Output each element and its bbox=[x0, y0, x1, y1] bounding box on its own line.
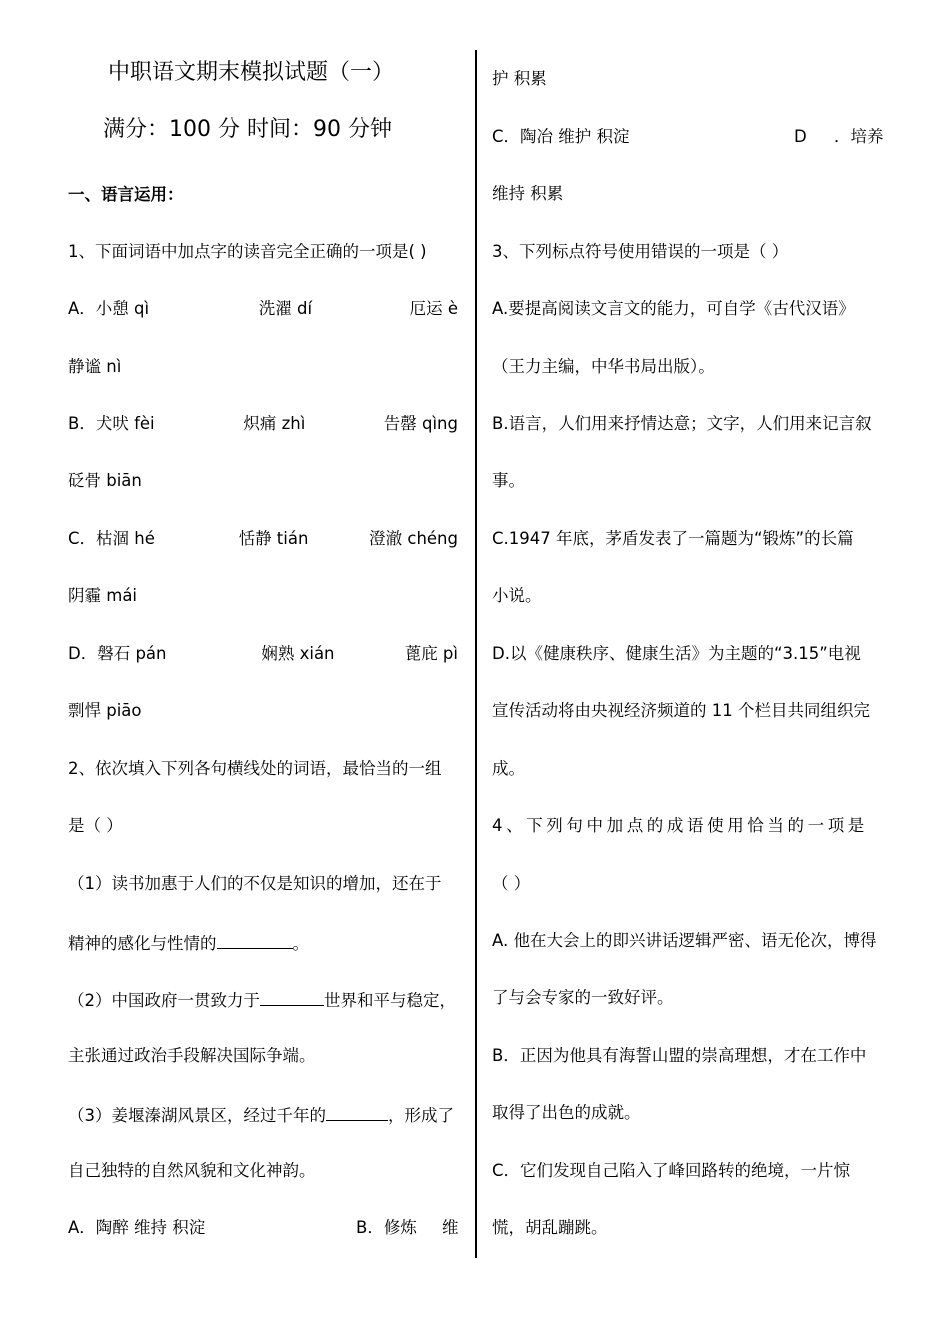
q1-c-1: C．枯涸 hé bbox=[68, 529, 155, 548]
q3-option-b-1: B.语言，人们用来抒情达意；文字，人们用来记言叙 bbox=[492, 414, 872, 433]
q2-blank-2 bbox=[260, 987, 324, 1006]
q3-option-a-2: （王力主编，中华书局出版）。 bbox=[492, 357, 715, 376]
q4-option-c-1: C．它们发现自己陷入了峰回路转的绝境，一片惊 bbox=[492, 1161, 851, 1180]
q2-s3a-post: ，形成了 bbox=[388, 1106, 454, 1125]
q1-a-3: 厄运 è bbox=[409, 299, 458, 318]
q2-option-c: C．陶冶 维护 积淀 bbox=[492, 127, 630, 146]
q3-option-d-1: D.以《健康秩序、健康生活》为主题的“3.15”电视 bbox=[492, 644, 861, 663]
q1-d-2: 娴熟 xián bbox=[261, 644, 335, 663]
q1-c-4: 阴霾 mái bbox=[68, 586, 138, 605]
page-title: 中职语文期末模拟试题（一） bbox=[108, 60, 395, 85]
q2-s1b-post: 。 bbox=[292, 934, 309, 953]
q2-option-d-word: ．培养 bbox=[834, 127, 884, 146]
q4-stem-2: （ ） bbox=[492, 874, 531, 893]
q1-option-d bbox=[68, 643, 458, 665]
q2-sentence-3b: 自己独特的自然风貌和文化神韵。 bbox=[68, 1161, 316, 1180]
q3-stem: 3、下列标点符号使用错误的一项是（ ） bbox=[492, 242, 789, 261]
q3-option-d-2: 宣传活动将由央视经济频道的 11 个栏目共同组织完 bbox=[492, 701, 870, 720]
q1-b-3: 告罄 qìng bbox=[383, 414, 458, 433]
q1-stem: 1、下面词语中加点字的读音完全正确的一项是( ) bbox=[68, 242, 427, 261]
q2-option-b-word: 维 bbox=[442, 1218, 459, 1237]
q1-option-a bbox=[68, 298, 458, 320]
q2-stem-1: 2、依次填入下列各句横线处的词语，最恰当的一组 bbox=[68, 759, 442, 778]
q1-c-3: 澄澈 chéng bbox=[369, 529, 458, 548]
q1-c-2: 恬静 tián bbox=[238, 529, 309, 548]
q2-blank-1 bbox=[217, 930, 293, 949]
q4-option-b-2: 取得了出色的成就。 bbox=[492, 1103, 641, 1122]
q2-blank-3 bbox=[326, 1102, 388, 1121]
q1-b-4: 砭骨 biān bbox=[68, 471, 142, 490]
q3-option-c-2: 小说。 bbox=[492, 586, 542, 605]
q4-stem-1: 4、下列句中加点的成语使用恰当的一项是 bbox=[492, 816, 868, 835]
q1-a-2: 洗濯 dí bbox=[258, 299, 313, 318]
q2-s1b-pre: 精神的感化与性情的 bbox=[68, 934, 217, 953]
q1-option-b bbox=[68, 413, 458, 435]
q4-option-a-1: A. 他在大会上的即兴讲话逻辑严密、语无伦次，博得 bbox=[492, 931, 877, 950]
q1-a-1: A．小憩 qì bbox=[68, 299, 150, 318]
q2-s3a-pre: （3）姜堰溱湖风景区，经过千年的 bbox=[68, 1106, 326, 1125]
q4-option-a-2: 了与会专家的一致好评。 bbox=[492, 988, 674, 1007]
q1-b-2: 炽痛 zhì bbox=[243, 414, 306, 433]
q2-sentence-2b: 主张通过政治手段解决国际争端。 bbox=[68, 1046, 316, 1065]
q2-s2a-pre: （2）中国政府一贯致力于 bbox=[68, 991, 260, 1010]
q1-option-c bbox=[68, 528, 458, 550]
q2-option-b-cont: 护 积累 bbox=[492, 69, 547, 88]
q1-b-1: B．犬吠 fèi bbox=[68, 414, 155, 433]
q1-d-1: D．磐石 pán bbox=[68, 644, 167, 663]
column-divider bbox=[475, 50, 477, 1258]
q3-option-c-1: C.1947 年底，茅盾发表了一篇题为“锻炼”的长篇 bbox=[492, 529, 854, 548]
q2-sentence-3a bbox=[68, 1102, 454, 1127]
q2-s2a-post: 世界和平与稳定， bbox=[324, 991, 456, 1010]
q2-option-d-cont: 维持 积累 bbox=[492, 184, 564, 203]
page-subtitle: 满分：100 分 时间：90 分钟 bbox=[103, 117, 392, 142]
q3-option-b-2: 事。 bbox=[492, 471, 525, 490]
q4-option-c-2: 慌，胡乱蹦跳。 bbox=[492, 1218, 608, 1237]
q4-option-b-1: B．正因为他具有海誓山盟的崇高理想，才在工作中 bbox=[492, 1046, 867, 1065]
q2-sentence-1a: （1）读书加惠于人们的不仅是知识的增加，还在于 bbox=[68, 874, 442, 893]
q2-stem-2: 是（ ） bbox=[68, 816, 123, 835]
q2-option-a: A．陶醉 维持 积淀 bbox=[68, 1218, 206, 1237]
section-heading: 一、语言运用： bbox=[68, 185, 184, 204]
q2-sentence-2a bbox=[68, 987, 456, 1012]
q2-option-d-label: D bbox=[794, 127, 807, 146]
q3-option-d-3: 成。 bbox=[492, 759, 525, 778]
q2-sentence-1b bbox=[68, 930, 309, 955]
q3-option-a-1: A.要提高阅读文言文的能力，可自学《古代汉语》 bbox=[492, 299, 855, 318]
q1-d-3: 蓖庇 pì bbox=[404, 644, 458, 663]
q1-d-4: 剽悍 piāo bbox=[68, 701, 142, 720]
q2-option-b-label: B．修炼 bbox=[356, 1218, 417, 1237]
q1-a-4: 静谧 nì bbox=[68, 357, 122, 376]
